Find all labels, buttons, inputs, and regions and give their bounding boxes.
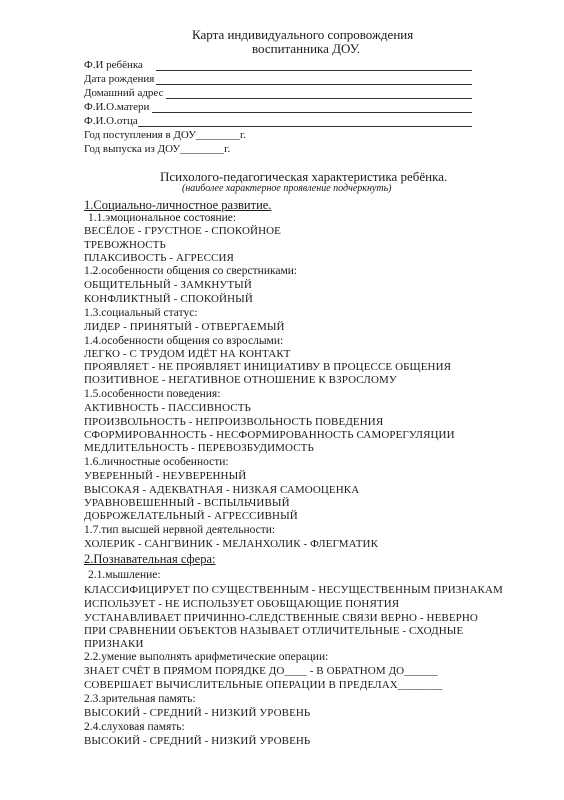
section-subheading: (наиболее характерное проявление подчеркнуть) bbox=[182, 183, 392, 194]
item-2-3-row: ВЫСОКИЙ - СРЕДНИЙ - НИЗКИЙ УРОВЕНЬ bbox=[84, 707, 311, 719]
item-1-1-row: ПЛАКСИВОСТЬ - АГРЕССИЯ bbox=[84, 252, 234, 264]
item-2-1-row: ПРИ СРАВНЕНИИ ОБЪЕКТОВ НАЗЫВАЕТ ОТЛИЧИТЕЛЬНЫЕ - СХОДНЫЕ bbox=[84, 625, 464, 637]
section-1-title: 1.Социально-личностное развитие. bbox=[84, 198, 272, 212]
item-1-2-row: КОНФЛИКТНЫЙ - СПОКОЙНЫЙ bbox=[84, 293, 253, 305]
item-2-1-row: УСТАНАВЛИВАЕТ ПРИЧИННО-СЛЕДСТВЕННЫЕ СВЯЗИ ВЕРНО - НЕВЕРНО bbox=[84, 612, 478, 624]
field-child-name: Ф.И ребёнка bbox=[84, 59, 143, 71]
item-1-2-row: ОБЩИТЕЛЬНЫЙ - ЗАМКНУТЫЙ bbox=[84, 279, 252, 291]
field-line bbox=[166, 98, 472, 99]
item-2-1-row: КЛАССИФИЦИРУЕТ ПО СУЩЕСТВЕННЫМ - НЕСУЩЕСТВЕННЫМ ПРИЗНАКАМ bbox=[84, 584, 503, 596]
item-1-3-title: 1.3.социальный статус: bbox=[84, 307, 198, 319]
item-1-4-row: ЛЕГКО - С ТРУДОМ ИДЁТ НА КОНТАКТ bbox=[84, 348, 291, 360]
item-1-5-row: АКТИВНОСТЬ - ПАССИВНОСТЬ bbox=[84, 402, 251, 414]
item-2-4-title: 2.4.слуховая память: bbox=[84, 721, 185, 733]
item-1-5-title: 1.5.особенности поведения: bbox=[84, 388, 221, 400]
item-1-7-row: ХОЛЕРИК - САНГВИНИК - МЕЛАНХОЛИК - ФЛЕГМАТИК bbox=[84, 538, 379, 550]
item-2-2-row: ЗНАЕТ СЧЁТ В ПРЯМОМ ПОРЯДКЕ ДО____ - В ОБРАТНОМ ДО______ bbox=[84, 665, 438, 677]
item-1-1-row: ТРЕВОЖНОСТЬ bbox=[84, 239, 166, 251]
item-2-1-title: 2.1.мышление: bbox=[88, 569, 161, 581]
item-1-5-row: ПРОИЗВОЛЬНОСТЬ - НЕПРОИЗВОЛЬНОСТЬ ПОВЕДЕНИЯ bbox=[84, 416, 384, 428]
field-graduation-year: Год выпуска из ДОУ________г. bbox=[84, 143, 231, 155]
item-1-4-row: ПРОЯВЛЯЕТ - НЕ ПРОЯВЛЯЕТ ИНИЦИАТИВУ В ПРОЦЕССЕ ОБЩЕНИЯ bbox=[84, 361, 452, 373]
field-home-address: Домашний адрес bbox=[84, 87, 164, 99]
field-line bbox=[156, 70, 472, 71]
field-line bbox=[156, 84, 472, 85]
item-1-5-row: МЕДЛИТЕЛЬНОСТЬ - ПЕРЕВОЗБУДИМОСТЬ bbox=[84, 442, 314, 454]
item-1-6-row: ВЫСОКАЯ - АДЕКВАТНАЯ - НИЗКАЯ САМООЦЕНКА bbox=[84, 484, 360, 496]
field-mother-name: Ф.И.О.матери bbox=[84, 101, 150, 113]
item-1-6-row: УРАВНОВЕШЕННЫЙ - ВСПЫЛЬЧИВЫЙ bbox=[84, 497, 290, 509]
field-birth-date: Дата рождения bbox=[84, 73, 155, 85]
field-line bbox=[152, 112, 472, 113]
item-1-7-title: 1.7.тип высшей нервной деятельности: bbox=[84, 524, 276, 536]
title-line-1: Карта индивидуального сопровождения bbox=[192, 27, 414, 42]
title-line-2: воспитанника ДОУ. bbox=[252, 41, 361, 56]
field-admission-year: Год поступления в ДОУ________г. bbox=[84, 129, 247, 141]
item-1-5-row: СФОРМИРОВАННОСТЬ - НЕСФОРМИРОВАННОСТЬ САМОРЕГУЛЯЦИИ bbox=[84, 429, 455, 441]
section-2-title: 2.Познавательная сфера: bbox=[84, 552, 216, 566]
item-1-3-row: ЛИДЕР - ПРИНЯТЫЙ - ОТВЕРГАЕМЫЙ bbox=[84, 321, 285, 333]
item-1-6-row: УВЕРЕННЫЙ - НЕУВЕРЕННЫЙ bbox=[84, 470, 247, 482]
item-2-3-title: 2.3.зрительная память: bbox=[84, 693, 196, 705]
item-1-1-row: ВЕСЁЛОЕ - ГРУСТНОЕ - СПОКОЙНОЕ bbox=[84, 225, 281, 237]
item-2-2-row: СОВЕРШАЕТ ВЫЧИСЛИТЕЛЬНЫЕ ОПЕРАЦИИ В ПРЕДЕЛАХ________ bbox=[84, 679, 443, 691]
item-1-4-title: 1.4.особенности общения со взрослыми: bbox=[84, 335, 284, 347]
item-1-1-title: 1.1.эмоциональное состояние: bbox=[88, 212, 237, 224]
item-1-2-title: 1.2.особенности общения со сверстниками: bbox=[84, 265, 298, 277]
item-1-6-title: 1.6.личностные особенности: bbox=[84, 456, 229, 468]
item-2-1-row: ИСПОЛЬЗУЕТ - НЕ ИСПОЛЬЗУЕТ ОБОБЩАЮЩИЕ ПОНЯТИЯ bbox=[84, 598, 400, 610]
item-1-6-row: ДОБРОЖЕЛАТЕЛЬНЫЙ - АГРЕССИВНЫЙ bbox=[84, 510, 298, 522]
item-2-4-row: ВЫСОКИЙ - СРЕДНИЙ - НИЗКИЙ УРОВЕНЬ bbox=[84, 735, 311, 747]
item-2-2-title: 2.2.умение выполнять арифметические операции: bbox=[84, 651, 329, 663]
item-1-4-row: ПОЗИТИВНОЕ - НЕГАТИВНОЕ ОТНОШЕНИЕ К ВЗРОСЛОМУ bbox=[84, 374, 397, 386]
section-heading: Психолого-педагогическая характеристика ребёнка. bbox=[160, 169, 448, 184]
item-2-1-row: ПРИЗНАКИ bbox=[84, 638, 144, 650]
field-father-name: Ф.И.О.отца bbox=[84, 115, 138, 127]
field-line bbox=[138, 126, 472, 127]
